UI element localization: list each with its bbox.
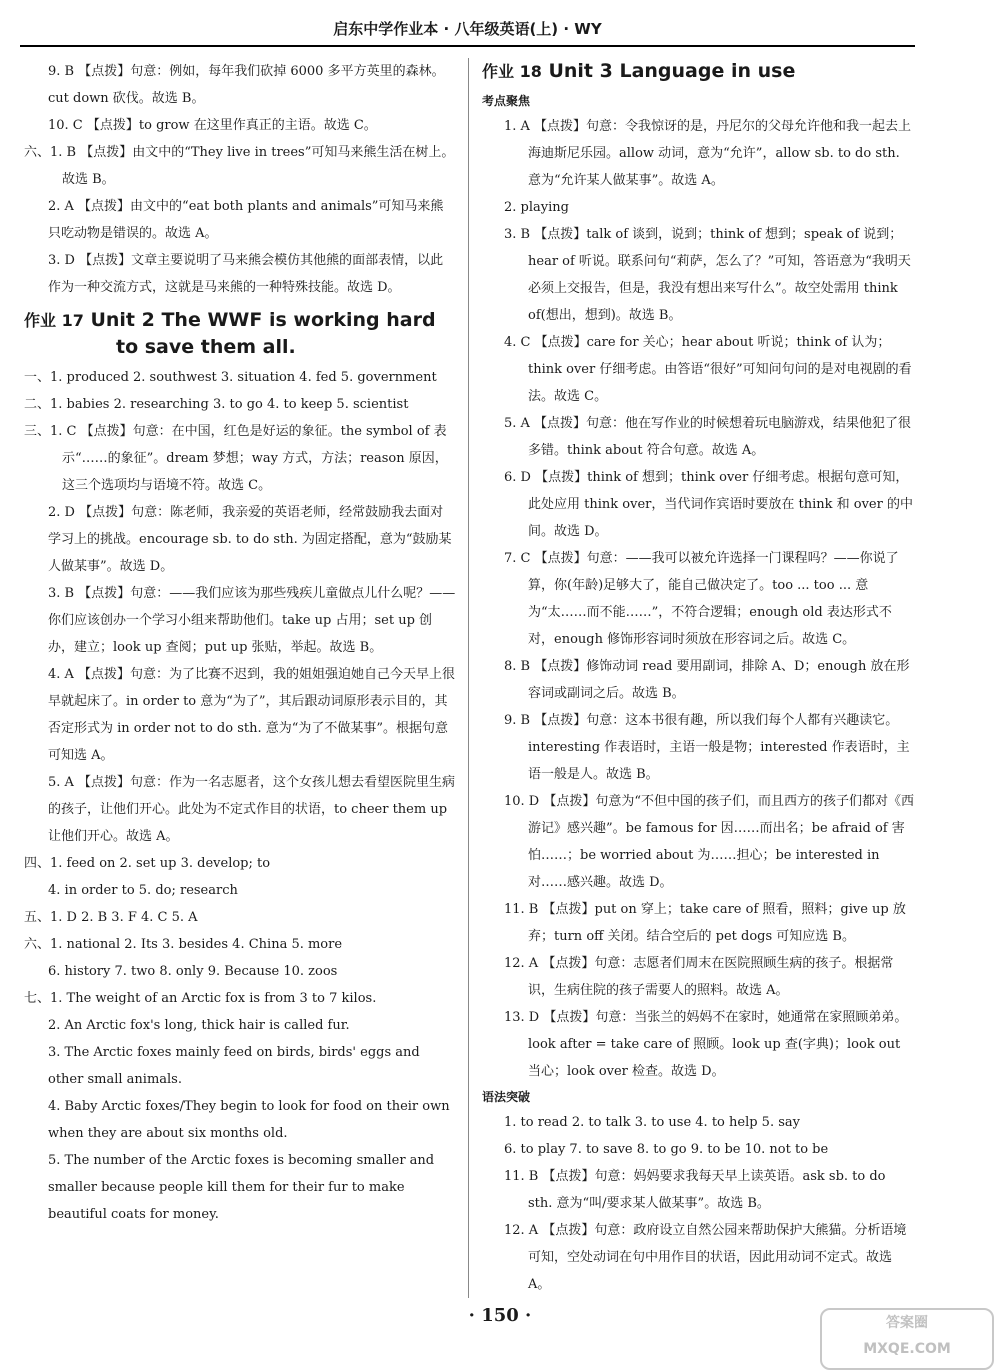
answer-entry: 12. A 【点拨】句意：政府设立自然公园来帮助保护大熊猫。分析语境可知，空处动词在句中用作目的状语，因此用动词不定式。故选 A。 bbox=[504, 1223, 907, 1292]
answer-entry: 11. B 【点拨】put on 穿上；take care of 照看，照料；give up 放弃；turn off 关闭。结合空后的 pet dogs 可知应选 B。 bbox=[504, 902, 906, 944]
answer-entry: 2. A 【点拨】由文中的“eat both plants and animals”可知马来熊只吃动物是错误的。故选 A。 bbox=[48, 199, 444, 241]
watermark-text: 答案圈 bbox=[886, 1315, 928, 1331]
answer-entry: 二、1. babies 2. researching 3. to go 4. to keep 5. scientist bbox=[24, 397, 409, 412]
answer-entry: 六、1. B 【点拨】由文中的“They live in trees”可知马来熊生活在树上。故选 B。 bbox=[24, 145, 455, 187]
watermark-logo bbox=[820, 1308, 994, 1370]
right-column bbox=[482, 58, 914, 1298]
answer-entry: 一、1. produced 2. southwest 3. situation 4. fed 5. government bbox=[24, 370, 437, 385]
answer-entry: 1. A 【点拨】句意：令我惊讶的是，丹尼尔的父母允许他和我一起去上海迪斯尼乐园。allow 动词，意为“允许”，allow sb. to do sth. 意为“允许某人做某事”。故选 A。 bbox=[504, 119, 912, 188]
answer-entry: 12. A 【点拨】句意：志愿者们周末在医院照顾生病的孩子。根据常识，生病住院的孩子需要人的照料。故选 A。 bbox=[504, 956, 894, 998]
section-heading-17 bbox=[24, 307, 456, 360]
answer-entry: 8. B 【点拨】修饰动词 read 要用副词，排除 A、D；enough 放在形容词或副词之后。故选 B。 bbox=[504, 659, 910, 701]
section-title-18: Unit 3 Language in use bbox=[548, 60, 796, 82]
section-heading-18 bbox=[482, 58, 914, 85]
left-answers-top bbox=[24, 58, 456, 301]
answer-entry: 9. B 【点拨】句意：这本书很有趣，所以我们每个人都有兴趣读它。interesting 作表语时，主语一般是物；interested 作表语时，主语一般是人。故选 B。 bbox=[504, 713, 910, 782]
answer-entry: 四、1. feed on 2. set up 3. develop; to bbox=[24, 856, 271, 871]
section-title-17-continued: to save them all. bbox=[116, 336, 296, 358]
answer-entry: 三、1. C 【点拨】句意：在中国，红色是好运的象征。the symbol of 表示“……的象征”。dream 梦想；way 方式，方法；reason 原因，这三个选项均与语境不符。故选 C。 bbox=[24, 424, 448, 493]
left-answers-17 bbox=[24, 364, 456, 1228]
answer-entry: 6. to play 7. to save 8. to go 9. to be 10. not to be bbox=[504, 1142, 829, 1157]
answer-entry: 4. A 【点拨】句意：为了比赛不迟到，我的姐姐强迫她自己今天早上很早就起床了。in order to 意为“为了”，其后跟动词原形表示目的，其否定形式为 in order not to do sth. 意为“为了不做某事”。根据句意可知选 A。 bbox=[48, 667, 456, 763]
answer-entry: 2. An Arctic fox's long, thick hair is called fur. bbox=[48, 1018, 350, 1033]
answer-entry: 6. history 7. two 8. only 9. Because 10. zoos bbox=[48, 964, 338, 979]
answer-entry: 3. D 【点拨】文章主要说明了马来熊会模仿其他熊的面部表情，以此作为一种交流方式，这就是马来熊的一种特殊技能。故选 D。 bbox=[48, 253, 444, 295]
subheading-key-points: 考点聚焦 bbox=[482, 94, 531, 108]
answer-entry: 5. A 【点拨】句意：他在写作业的时候想着玩电脑游戏，结果他犯了很多错。think about 符合句意。故选 A。 bbox=[504, 416, 912, 458]
answer-entry: 七、1. The weight of an Arctic fox is from 3 to 7 kilos. bbox=[24, 991, 377, 1006]
section-number-17: 作业 17 bbox=[24, 311, 84, 330]
answer-entry: 2. D 【点拨】句意：陈老师，我亲爱的英语老师，经常鼓励我去面对学习上的挑战。encourage sb. to do sth. 为固定搭配，意为“鼓励某人做某事”。故选 D。 bbox=[48, 505, 452, 574]
watermark-url: MXQE.COM bbox=[863, 1341, 951, 1357]
answer-entry: 3. B 【点拨】talk of 谈到，说到；think of 想到；speak of 说到；hear of 听说。联系问句“莉萨，怎么了？”可知，答语意为“我明天必须上交报告，但是，我没有想出来写什么”。故空处需用 think of(想出，想到)。故选 B。 bbox=[504, 227, 911, 323]
answer-entry: 10. C 【点拨】to grow 在这里作真正的主语。故选 C。 bbox=[48, 118, 377, 133]
answer-entry: 1. to read 2. to talk 3. to use 4. to help 5. say bbox=[504, 1115, 800, 1130]
answer-entry: 4. in order to 5. do; research bbox=[48, 883, 238, 898]
answer-entry: 4. Baby Arctic foxes/They begin to look for food on their own when they are about six months old. bbox=[48, 1099, 450, 1141]
answer-entry: 五、1. D 2. B 3. F 4. C 5. A bbox=[24, 910, 198, 925]
right-answers-grammar bbox=[482, 1109, 914, 1298]
answer-entry: 9. B 【点拨】句意：例如，每年我们砍掉 6000 多平方英里的森林。cut down 砍伐。故选 B。 bbox=[48, 64, 445, 106]
answer-entry: 3. B 【点拨】句意：——我们应该为那些残疾儿童做点儿什么呢？——你们应该创办一个学习小组来帮助他们。take up 占用；set up 创办，建立；look up 查阅；put up 张贴，举起。故选 B。 bbox=[48, 586, 456, 655]
column-divider bbox=[468, 58, 469, 1298]
answer-entry: 10. D 【点拨】句意为“不但中国的孩子们，而且西方的孩子们都对《西游记》感兴趣”。be famous for 因……而出名；be afraid of 害怕……；be worried about 为……担心；be interested in 对……感兴趣。故选 D。 bbox=[504, 794, 915, 890]
subheading-grammar: 语法突破 bbox=[482, 1090, 531, 1104]
answer-entry: 7. C 【点拨】句意：——我可以被允许选择一门课程吗？——你说了算，你(年龄)足够大了，能自己做决定了。too ... too ... 意为“太……而不能……”，不符合逻辑；enough old 表达形式不对，enough 修饰形容词时须放在形容词之后。故选 C。 bbox=[504, 551, 899, 647]
answer-entry: 5. A 【点拨】句意：作为一名志愿者，这个女孩儿想去看望医院里生病的孩子，让他们开心。此处为不定式作目的状语，to cheer them up 让他们开心。故选 A。 bbox=[48, 775, 456, 844]
right-answers-key-points bbox=[482, 113, 914, 1085]
header-rule bbox=[20, 45, 915, 47]
answer-entry: 6. D 【点拨】think of 想到；think over 仔细考虑。根据句意可知，此处应用 think over，当代词作宾语时要放在 think 和 over 的中间。故选 D。 bbox=[504, 470, 913, 539]
answer-entry: 2. playing bbox=[504, 200, 569, 215]
section-title-17: Unit 2 The WWF is working hard bbox=[90, 309, 436, 331]
answer-entry: 3. The Arctic foxes mainly feed on birds, birds' eggs and other small animals. bbox=[48, 1045, 420, 1087]
page-number: · 150 · bbox=[468, 1305, 532, 1326]
answer-entry: 5. The number of the Arctic foxes is becoming smaller and smaller because people kill them for their fur to make beautiful coats for money. bbox=[48, 1153, 435, 1222]
answer-entry: 13. D 【点拨】句意：当张兰的妈妈不在家时，她通常在家照顾弟弟。look after = take care of 照顾。look up 查(字典)；look out 当心；look over 检查。故选 D。 bbox=[504, 1010, 908, 1079]
left-column bbox=[24, 58, 456, 1228]
page-header: 启东中学作业本 · 八年级英语(上) · WY bbox=[333, 20, 602, 38]
answer-entry: 11. B 【点拨】句意：妈妈要求我每天早上读英语。ask sb. to do sth. 意为“叫/要求某人做某事”。故选 B。 bbox=[504, 1169, 886, 1211]
section-number-18: 作业 18 bbox=[482, 62, 542, 81]
answer-entry: 4. C 【点拨】care for 关心；hear about 听说；think of 认为；think over 仔细考虑。由答语“很好”可知问句问的是对电视剧的看法。故选 C。 bbox=[504, 335, 912, 404]
answer-entry: 六、1. national 2. Its 3. besides 4. China 5. more bbox=[24, 937, 343, 952]
